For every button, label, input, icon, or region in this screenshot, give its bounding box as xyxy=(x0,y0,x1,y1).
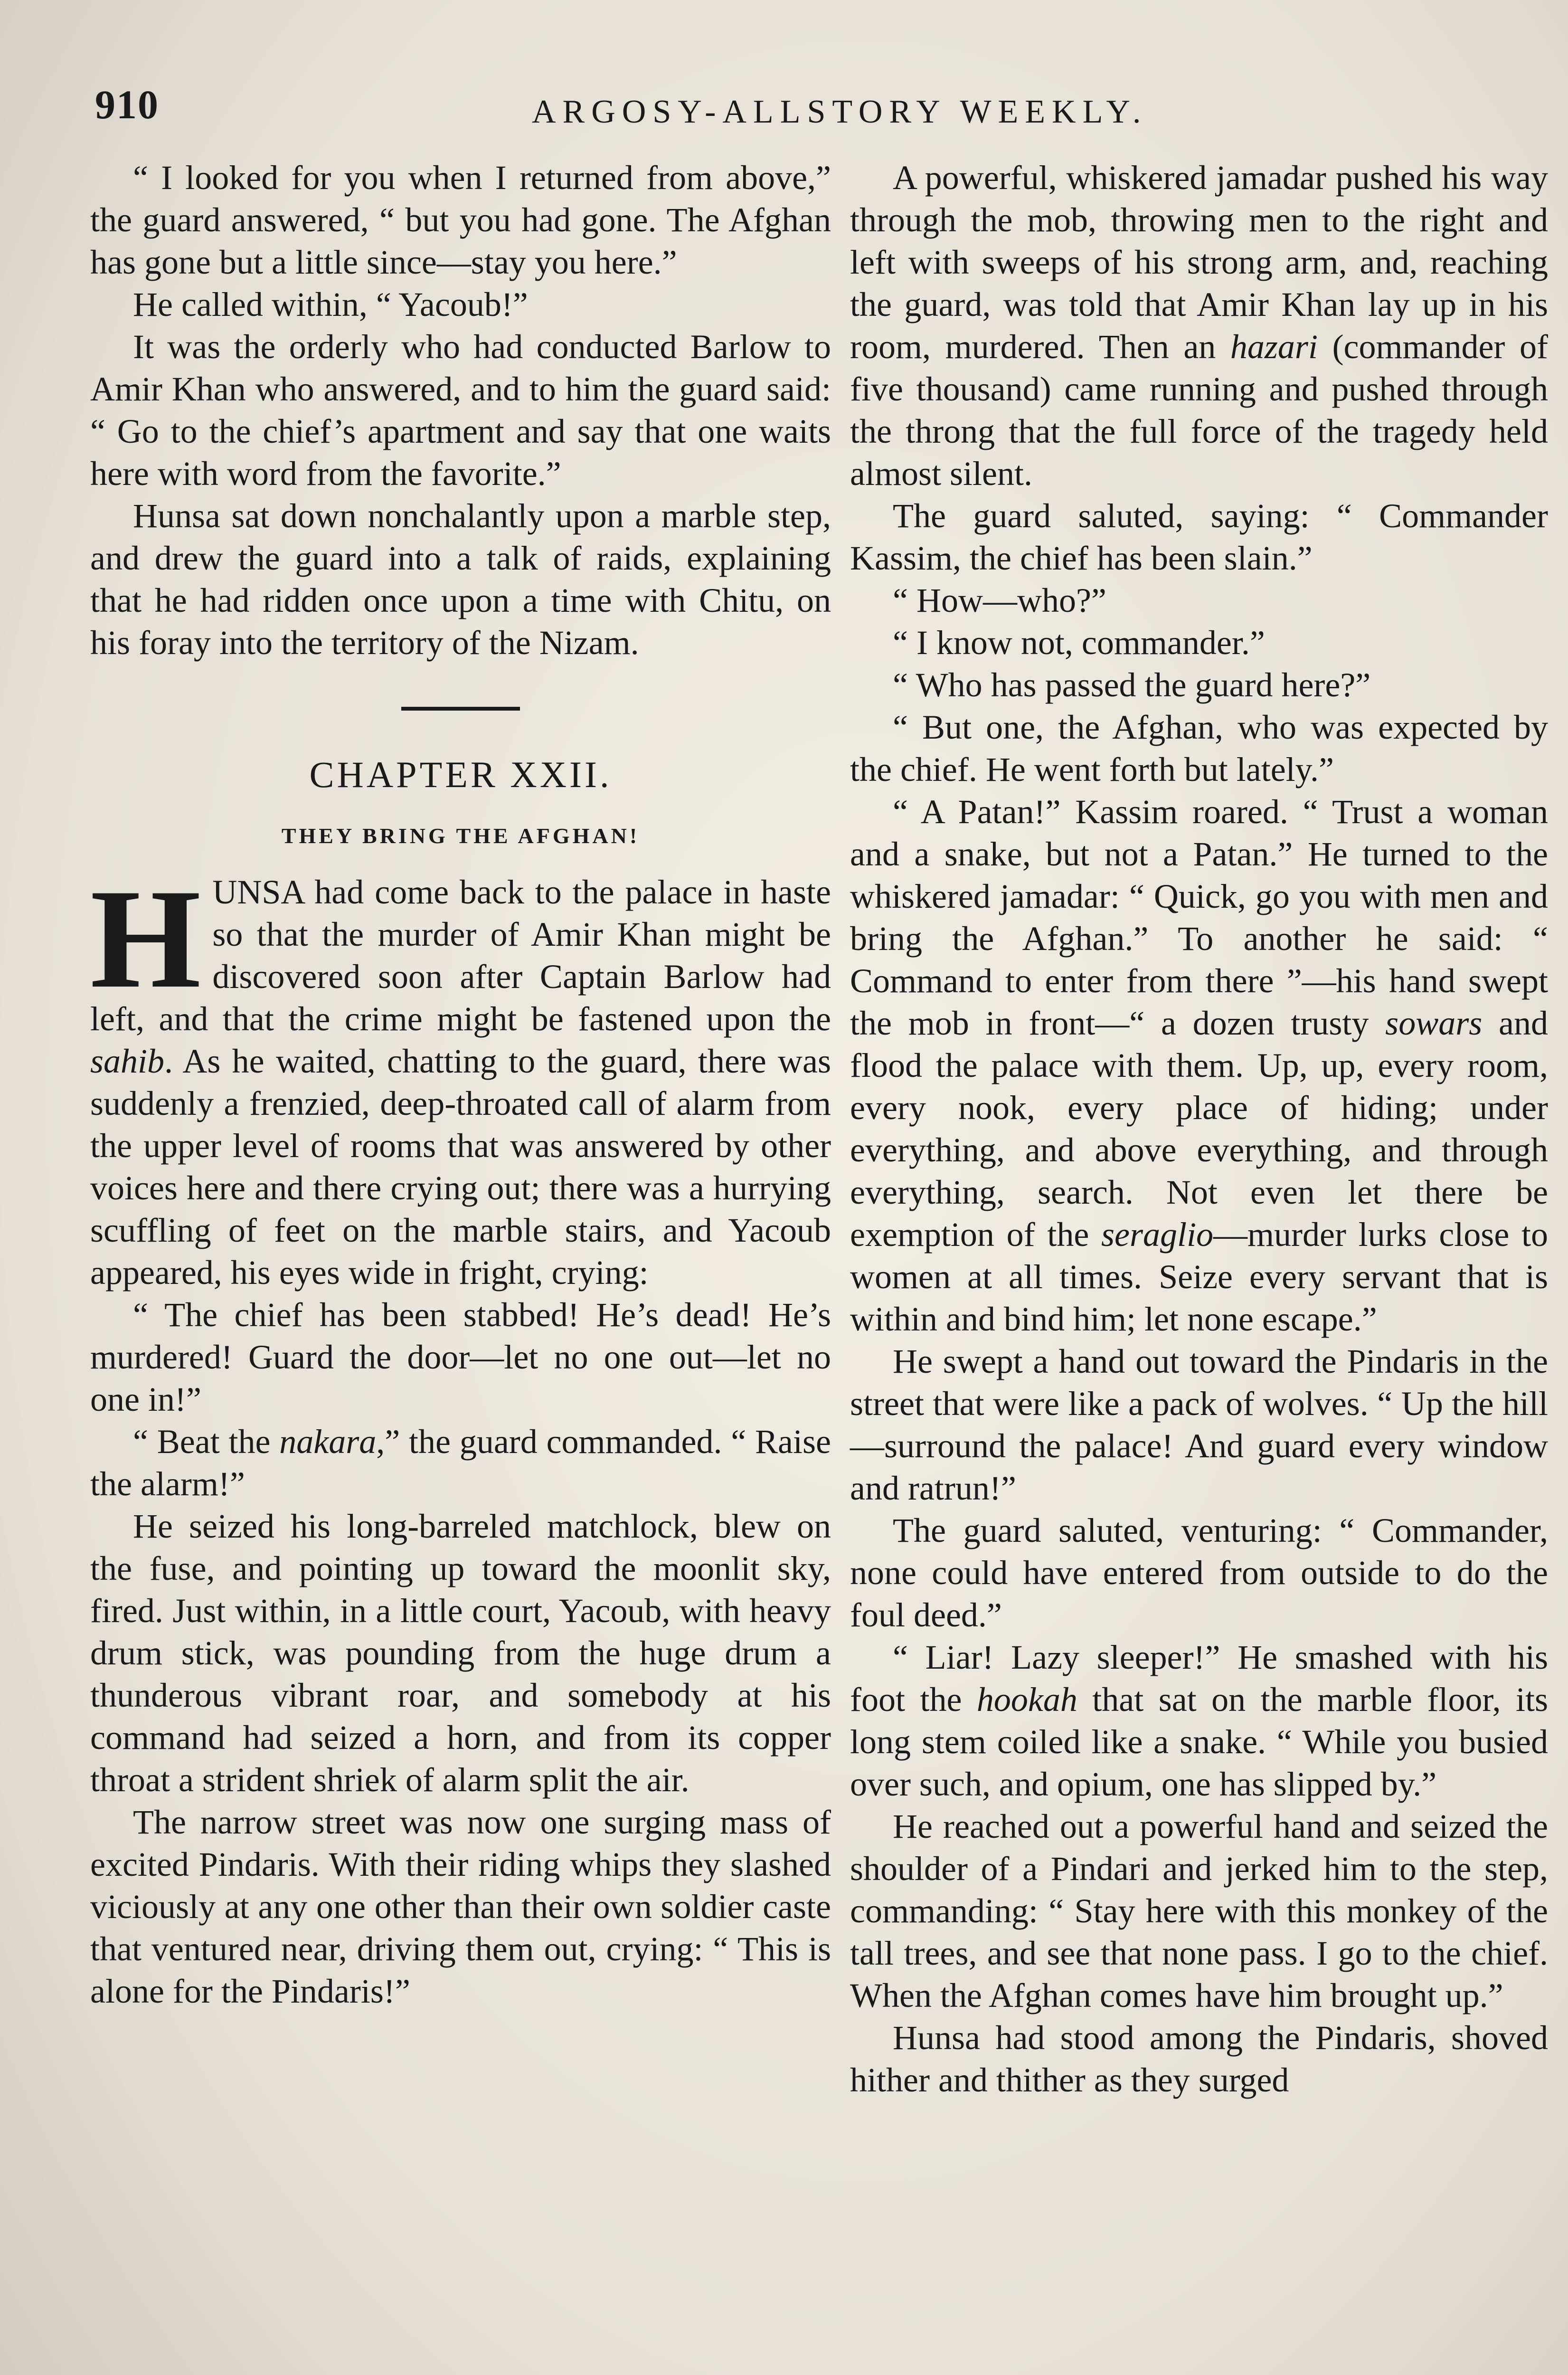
page-number: 910 xyxy=(95,82,159,127)
paragraph: Hunsa sat down nonchalantly upon a marble step, and drew the guard into a talk of raids, explaining that he had ridden once upon a time with Chitu, on his foray into the territory of the Nizam. xyxy=(90,497,831,662)
paragraph: “ How—who?” xyxy=(893,581,1106,619)
paragraph: He called within, “ Yacoub!” xyxy=(133,285,528,323)
paragraph: “ But one, the Afghan, who was expected by the chief. He went forth but lately.” xyxy=(850,708,1548,788)
paragraph: “ Beat the nakara,” the guard commanded. “ Raise the alarm!” xyxy=(90,1423,831,1503)
paragraph: “ I looked for you when I returned from above,” the guard answered, “ but you had gone. The Afghan has gone but a little since—stay you here.” xyxy=(90,159,831,281)
paragraph: Hunsa had stood among the Pindaris, shoved hither and thither as they surged xyxy=(850,2019,1548,2099)
page-header xyxy=(95,76,1491,142)
paragraph: He reached out a powerful hand and seized the shoulder of a Pindari and jerked him to the step, commanding: “ Stay here with this monkey of the tall trees, and see that none pass. I go to the chief. When the Afghan comes have him brought up.” xyxy=(850,1807,1548,2014)
paragraph: He swept a hand out toward the Pindaris in the street that were like a pack of wolves. “ Up the hill—surround the palace! And guard every window and ratrun!” xyxy=(850,1342,1548,1507)
paragraph: The guard saluted, saying: “ Commander Kassim, the chief has been slain.” xyxy=(850,497,1548,577)
paragraph: “ The chief has been stabbed! He’s dead! He’s murdered! Guard the door—let no one out—let no one in!” xyxy=(90,1296,831,1418)
running-head: ARGOSY-ALLSTORY WEEKLY. xyxy=(532,94,1148,130)
paragraph: A powerful, whiskered jamadar pushed his way through the mob, throwing men to the right and left with sweeps of his strong arm, and, reaching the guard, was told that Amir Khan lay up in his room, murdered. Then an hazari (commander of five thousand) came running and pushed through the throng that the full force of the tragedy held almost silent. xyxy=(850,159,1548,493)
section-rule xyxy=(401,707,520,711)
drop-cap: H xyxy=(90,860,201,1017)
left-column xyxy=(90,157,831,2013)
paragraph: “ Who has passed the guard here?” xyxy=(893,666,1371,704)
paragraph: The guard saluted, venturing: “ Commander, none could have entered from outside to do the foul deed.” xyxy=(850,1511,1548,1634)
paragraph: “ A Patan!” Kassim roared. “ Trust a woman and a snake, but not a Patan.” He turned to the whiskered jamadar: “ Quick, go you with men and bring the Afghan.” To another he said: “ Command to enter from there ”—his hand swept the mob in front—“ a dozen trusty sowars and flood the palace with them. Up, up, every room, every nook, every place of hiding; under everything, and above everything, and through everything, search. Not even let there be exemption of the seraglio—murder lurks close to women at all times. Seize every servant that is within and bind him; let none escape.” xyxy=(850,793,1548,1338)
chapter-title: CHAPTER XXII. xyxy=(309,754,612,795)
paragraph: He seized his long-barreled matchlock, blew on the fuse, and pointing up toward the moonlit sky, fired. Just within, in a little court, Yacoub, with heavy drum stick, was pounding from the huge drum a thunderous vibrant roar, and somebody at his command had seized a horn, and from its copper throat a strident shriek of alarm split the air. xyxy=(90,1507,831,1799)
paragraph: “ Liar! Lazy sleeper!” He smashed with his foot the hookah that sat on the marble floor, its long stem coiled like a snake. “ While you busied over such, and opium, one has slipped by.” xyxy=(850,1638,1548,1803)
paragraph: It was the orderly who had conducted Barlow to Amir Khan who answered, and to him the guard said: “ Go to the chief’s apartment and say that one waits here with word from the favorite.” xyxy=(90,328,831,493)
chapter-opening-paragraph: HUNSA had come back to the palace in haste so that the murder of Amir Khan might be discovered soon after Captain Barlow had left, and that the crime might be fastened upon the sahib. As he waited, chatting to the guard, there was suddenly a frenzied, deep-throated call of alarm from the upper level of rooms that was answered by other voices here and there crying out; there was a hurrying scuffling of feet on the marble stairs, and Yacoub appeared, his eyes wide in fright, crying: xyxy=(90,860,831,1292)
paragraph: The narrow street was now one surging mass of excited Pindaris. With their riding whips they slashed viciously at any one other than their own soldier caste that ventured near, driving them out, crying: “ This is alone for the Pindaris!” xyxy=(90,1803,831,2010)
paragraph: “ I know not, commander.” xyxy=(893,624,1265,662)
right-column xyxy=(850,157,1548,2101)
chapter-subtitle: THEY BRING THE AFGHAN! xyxy=(281,824,640,848)
